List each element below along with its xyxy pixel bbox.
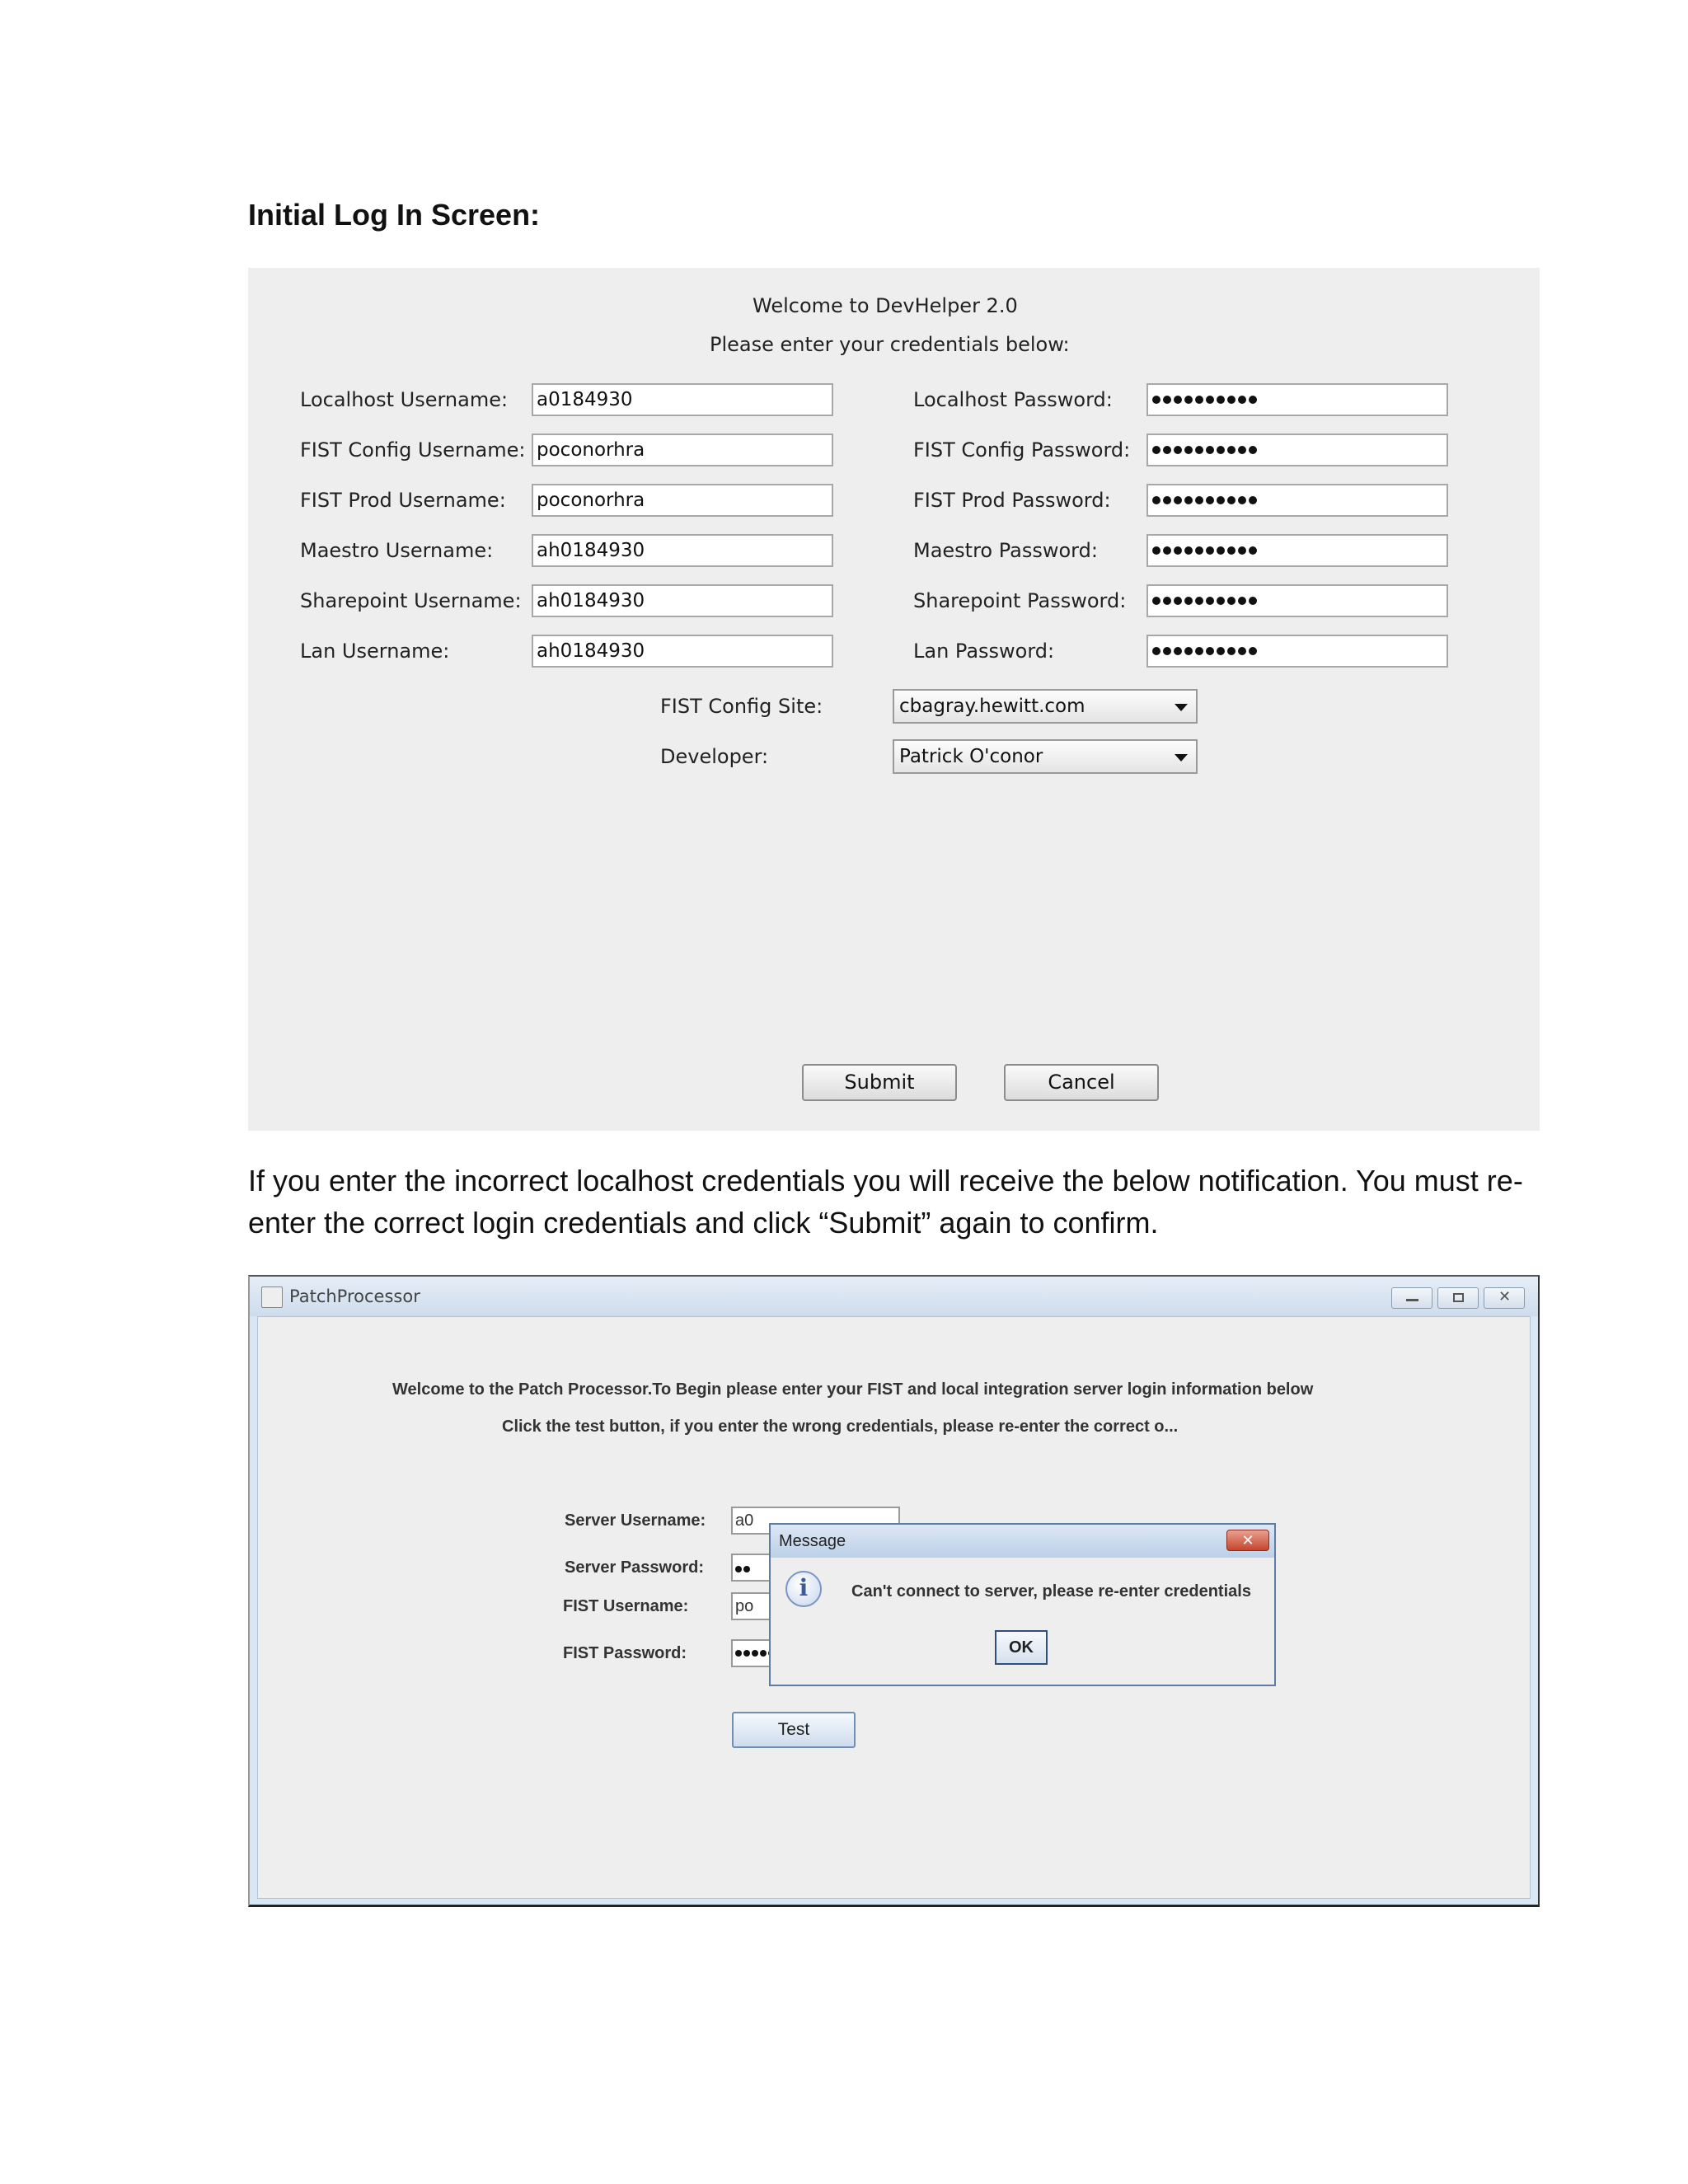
password-dot xyxy=(1217,396,1225,404)
developer-value: Patrick O'conor xyxy=(899,746,1043,767)
password-dot xyxy=(743,1650,750,1657)
password-dot xyxy=(1163,396,1171,404)
password-dot xyxy=(1152,496,1160,504)
cancel-button[interactable]: Cancel xyxy=(1004,1064,1159,1101)
password-dot xyxy=(1206,496,1214,504)
password-dot xyxy=(1152,396,1160,404)
password-dot xyxy=(752,1650,758,1657)
password-dot xyxy=(1174,446,1182,454)
instruction-paragraph xyxy=(248,1160,1534,1244)
password-dot xyxy=(1174,546,1182,555)
password-dot xyxy=(1217,496,1225,504)
fist-prod-username-input[interactable]: poconorhra xyxy=(532,484,833,517)
config-site-select[interactable] xyxy=(893,689,1198,724)
maximize-button[interactable] xyxy=(1437,1287,1479,1309)
fist-config-password-label: FIST Config Password: xyxy=(913,438,1131,462)
password-dot xyxy=(1163,597,1171,605)
close-button[interactable] xyxy=(1484,1287,1525,1309)
password-dot xyxy=(1249,396,1257,404)
password-dot xyxy=(1152,597,1160,605)
password-dot xyxy=(1184,496,1193,504)
password-dot xyxy=(1163,546,1171,555)
password-dot xyxy=(1217,446,1225,454)
password-dot xyxy=(1174,647,1182,655)
fist-username-label: FIST Username: xyxy=(563,1597,689,1615)
section-heading: Initial Log In Screen: xyxy=(248,198,541,232)
password-dot xyxy=(1217,597,1225,605)
password-dot xyxy=(1227,546,1236,555)
maximize-icon xyxy=(1453,1293,1464,1302)
password-dot xyxy=(1217,546,1225,555)
java-app-icon xyxy=(261,1286,283,1308)
dialog-titlebar xyxy=(771,1525,1274,1558)
password-dot xyxy=(1174,496,1182,504)
config-site-value: cbagray.hewitt.com xyxy=(899,696,1085,717)
password-dot xyxy=(1206,597,1214,605)
fist-password-label: FIST Password: xyxy=(563,1644,687,1662)
sharepoint-username-label: Sharepoint Username: xyxy=(300,589,522,612)
developer-label: Developer: xyxy=(660,745,769,768)
password-dot xyxy=(1184,396,1193,404)
password-dot xyxy=(1227,597,1236,605)
password-dot xyxy=(1249,546,1257,555)
info-icon: i xyxy=(785,1571,822,1607)
password-dot xyxy=(1206,446,1214,454)
password-dot xyxy=(1238,546,1246,555)
password-dot xyxy=(1195,496,1203,504)
password-dot xyxy=(1195,396,1203,404)
lan-username-input[interactable]: ah0184930 xyxy=(532,635,833,668)
password-dot xyxy=(1249,446,1257,454)
patch-instructions-text: Click the test button, if you enter the wrong credentials, please re-enter the correct o... xyxy=(502,1418,1179,1436)
minimize-icon xyxy=(1406,1299,1418,1301)
password-dot xyxy=(1206,546,1214,555)
password-dot xyxy=(760,1650,767,1657)
server-password-label: Server Password: xyxy=(565,1558,704,1577)
password-dot xyxy=(1227,496,1236,504)
window-title: PatchProcessor xyxy=(289,1286,420,1306)
devhelper-welcome-text: Welcome to DevHelper 2.0 xyxy=(753,294,1018,317)
window-titlebar xyxy=(250,1277,1538,1316)
patchprocessor-window xyxy=(248,1275,1540,1907)
chevron-down-icon xyxy=(1175,754,1188,762)
password-dot xyxy=(1195,446,1203,454)
config-site-label: FIST Config Site: xyxy=(660,695,823,718)
fist-prod-password-label: FIST Prod Password: xyxy=(913,489,1111,512)
paragraph-line-2: enter the correct login credentials and click “Submit” again to confirm. xyxy=(248,1206,1159,1240)
server-username-label: Server Username: xyxy=(565,1511,706,1530)
password-dot xyxy=(1163,496,1171,504)
paragraph-line-1: If you enter the incorrect localhost credentials you will receive the below notification. You must re- xyxy=(248,1164,1523,1197)
test-button[interactable]: Test xyxy=(732,1712,856,1748)
server-username-input[interactable]: a0 xyxy=(731,1507,900,1535)
password-dot xyxy=(1184,647,1193,655)
fist-config-username-label: FIST Config Username: xyxy=(300,438,526,462)
devhelper-instructions-text: Please enter your credentials below: xyxy=(710,333,1070,356)
close-icon: ✕ xyxy=(1498,1288,1512,1305)
password-dot xyxy=(1238,396,1246,404)
password-dot xyxy=(1238,647,1246,655)
password-dot xyxy=(1217,647,1225,655)
password-dot xyxy=(1249,647,1257,655)
password-dot xyxy=(1152,446,1160,454)
password-dot xyxy=(1238,597,1246,605)
maestro-password-input[interactable] xyxy=(1146,534,1448,567)
maestro-password-label: Maestro Password: xyxy=(913,539,1098,562)
devhelper-login-screenshot xyxy=(248,268,1540,1131)
password-dot xyxy=(1238,446,1246,454)
dialog-close-button[interactable] xyxy=(1226,1530,1269,1551)
sharepoint-password-input[interactable] xyxy=(1146,584,1448,617)
password-dot xyxy=(735,1650,742,1657)
password-dot xyxy=(1206,396,1214,404)
localhost-username-label: Localhost Username: xyxy=(300,388,509,411)
localhost-password-input[interactable] xyxy=(1146,383,1448,416)
sharepoint-password-label: Sharepoint Password: xyxy=(913,589,1127,612)
patch-welcome-text: Welcome to the Patch Processor.To Begin please enter your FIST and local integration server login information below xyxy=(392,1380,1314,1399)
ok-button[interactable]: OK xyxy=(995,1630,1048,1665)
fist-prod-username-label: FIST Prod Username: xyxy=(300,489,506,512)
fist-username-input[interactable]: po xyxy=(731,1592,900,1620)
lan-username-label: Lan Username: xyxy=(300,640,450,663)
close-icon: ✕ xyxy=(1241,1532,1254,1549)
sharepoint-username-input[interactable]: ah0184930 xyxy=(532,584,833,617)
maestro-username-label: Maestro Username: xyxy=(300,539,494,562)
password-dot xyxy=(1227,446,1236,454)
password-dot xyxy=(1163,647,1171,655)
password-dot xyxy=(1152,546,1160,555)
lan-password-input[interactable] xyxy=(1146,635,1448,668)
patchprocessor-content xyxy=(257,1316,1531,1899)
password-dot xyxy=(1227,396,1236,404)
maestro-username-input[interactable]: ah0184930 xyxy=(532,534,833,567)
fist-config-username-input[interactable]: poconorhra xyxy=(532,434,833,466)
lan-password-label: Lan Password: xyxy=(913,640,1055,663)
password-dot xyxy=(1174,597,1182,605)
password-dot xyxy=(1238,496,1246,504)
password-dot xyxy=(1163,446,1171,454)
localhost-username-input[interactable]: a0184930 xyxy=(532,383,833,416)
password-dot xyxy=(1184,597,1193,605)
password-dot xyxy=(1249,496,1257,504)
password-dot xyxy=(1206,647,1214,655)
developer-select[interactable] xyxy=(893,739,1198,774)
localhost-password-label: Localhost Password: xyxy=(913,388,1113,411)
password-dot xyxy=(1184,446,1193,454)
fist-prod-password-input[interactable] xyxy=(1146,484,1448,517)
password-dot xyxy=(1195,597,1203,605)
password-dot xyxy=(1227,647,1236,655)
dialog-message: Can't connect to server, please re-enter credentials xyxy=(851,1582,1251,1601)
minimize-button[interactable] xyxy=(1391,1287,1432,1309)
password-dot xyxy=(1184,546,1193,555)
password-dot xyxy=(1152,647,1160,655)
password-dot xyxy=(1195,546,1203,555)
chevron-down-icon xyxy=(1175,704,1188,711)
message-dialog xyxy=(769,1523,1276,1686)
fist-config-password-input[interactable] xyxy=(1146,434,1448,466)
password-dot xyxy=(1249,597,1257,605)
password-dot xyxy=(1174,396,1182,404)
password-dot xyxy=(1195,647,1203,655)
dialog-title: Message xyxy=(779,1532,846,1550)
submit-button[interactable]: Submit xyxy=(802,1064,957,1101)
